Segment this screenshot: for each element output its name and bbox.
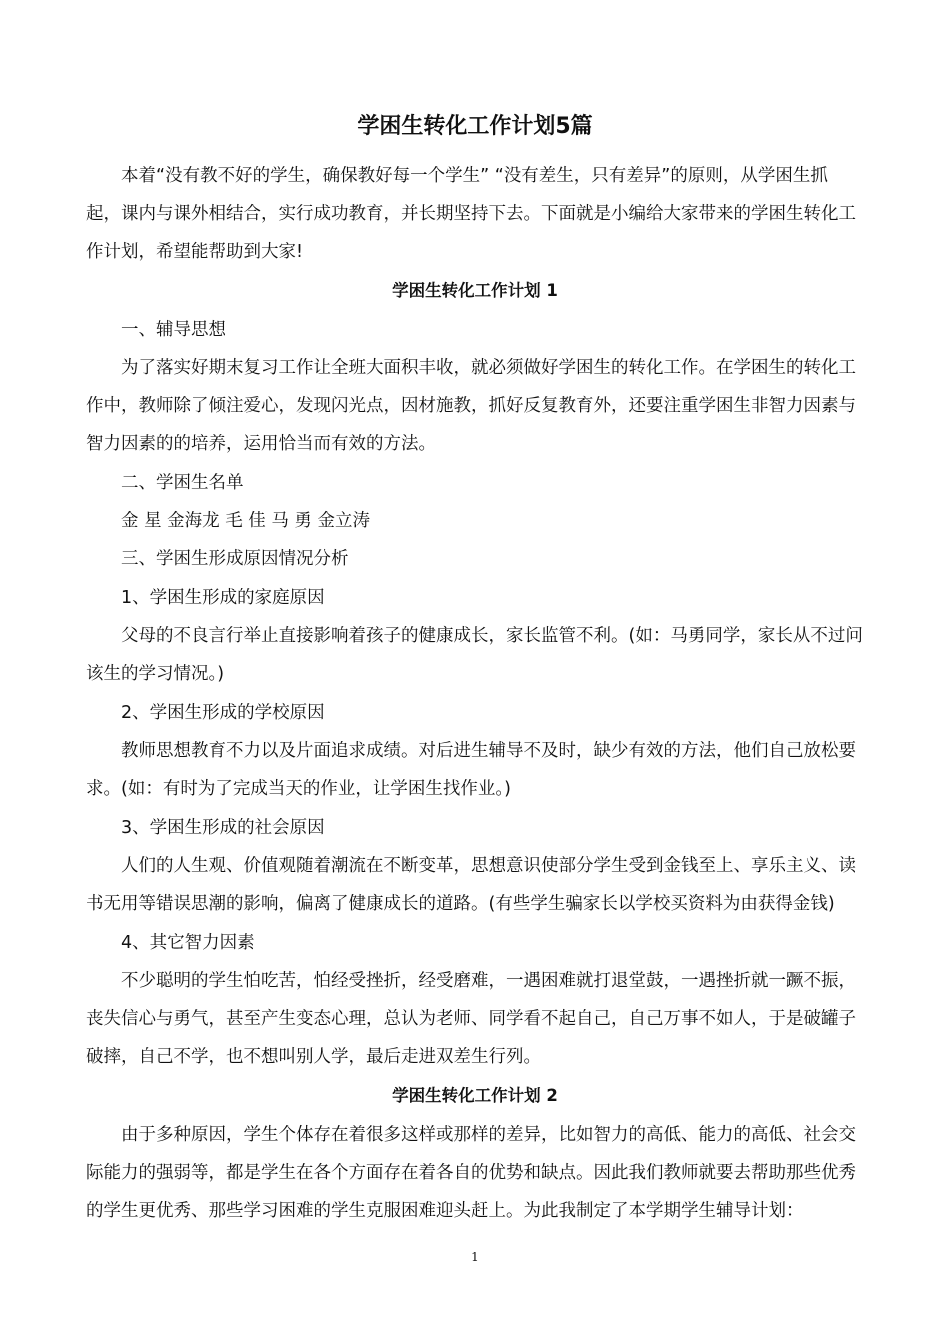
intro-line-3: 作计划，希望能帮助到大家!	[86, 242, 304, 262]
subsection-heading: 3、学困生形成的社会原因	[121, 818, 325, 838]
plan2-heading: 学困生转化工作计划 2	[392, 1086, 558, 1105]
intro-line-1: 本着“没有教不好的学生，确保教好每一个学生” “没有差生，只有差异”的原则，从学困生抓	[121, 166, 828, 186]
paragraph-line: 的学生更优秀、那些学习困难的学生克服困难迎头赶上。为此我制定了本学期学生辅导计划：	[86, 1201, 804, 1221]
paragraph-line: 求。(如：有时为了完成当天的作业，让学困生找作业。)	[86, 779, 511, 799]
subsection-heading: 2、学困生形成的学校原因	[121, 703, 325, 723]
paragraph-line: 际能力的强弱等，都是学生在各个方面存在着各自的优势和缺点。因此我们教师就要去帮助那些优秀	[86, 1163, 856, 1183]
paragraph-line: 教师思想教育不力以及片面追求成绩。对后进生辅导不及时，缺少有效的方法，他们自己放松要	[121, 741, 856, 761]
paragraph-line: 不少聪明的学生怕吃苦，怕经受挫折，经受磨难，一遇困难就打退堂鼓，一遇挫折就一蹶不振，	[121, 971, 856, 991]
intro-line-2: 起，课内与课外相结合，实行成功教育，并长期坚持下去。下面就是小编给大家带来的学困生转化工	[86, 204, 856, 224]
plan1-heading: 学困生转化工作计划 1	[392, 281, 558, 300]
paragraph-line: 由于多种原因，学生个体存在着很多这样或那样的差异，比如智力的高低、能力的高低、社会交	[121, 1125, 856, 1145]
student-names: 金 星 金海龙 毛 佳 马 勇 金立涛	[121, 511, 370, 531]
paragraph-line: 作中，教师除了倾注爱心，发现闪光点，因材施教，抓好反复教育外，还要注重学困生非智力因素与	[86, 396, 856, 416]
section-heading: 二、学困生名单	[121, 473, 244, 493]
paragraph-line: 为了落实好期末复习工作让全班大面积丰收，就必须做好学困生的转化工作。在学困生的转化工	[121, 358, 856, 378]
document-title: 学困生转化工作计划5篇	[357, 114, 593, 139]
paragraph-line: 丧失信心与勇气，甚至产生变态心理，总认为老师、同学看不起自己，自己万事不如人，于是破罐子	[86, 1009, 856, 1029]
subsection-heading: 4、其它智力因素	[121, 933, 255, 953]
subsection-heading: 1、学困生形成的家庭原因	[121, 588, 325, 608]
section-heading: 三、学困生形成原因情况分析	[121, 549, 349, 569]
paragraph-line: 破摔，自己不学，也不想叫别人学，最后走进双差生行列。	[86, 1047, 541, 1067]
section-heading: 一、辅导思想	[121, 320, 226, 340]
paragraph-line: 父母的不良言行举止直接影响着孩子的健康成长，家长监管不利。(如：马勇同学，家长从不过问	[121, 626, 863, 646]
paragraph-line: 智力因素的的培养，运用恰当而有效的方法。	[86, 434, 436, 454]
page-number: 1	[471, 1250, 479, 1264]
paragraph-line: 书无用等错误思潮的影响，偏离了健康成长的道路。(有些学生骗家长以学校买资料为由获得金钱)	[86, 894, 835, 914]
paragraph-line: 人们的人生观、价值观随着潮流在不断变革，思想意识使部分学生受到金钱至上、享乐主义、读	[121, 856, 856, 876]
paragraph-line: 该生的学习情况。)	[86, 664, 225, 684]
